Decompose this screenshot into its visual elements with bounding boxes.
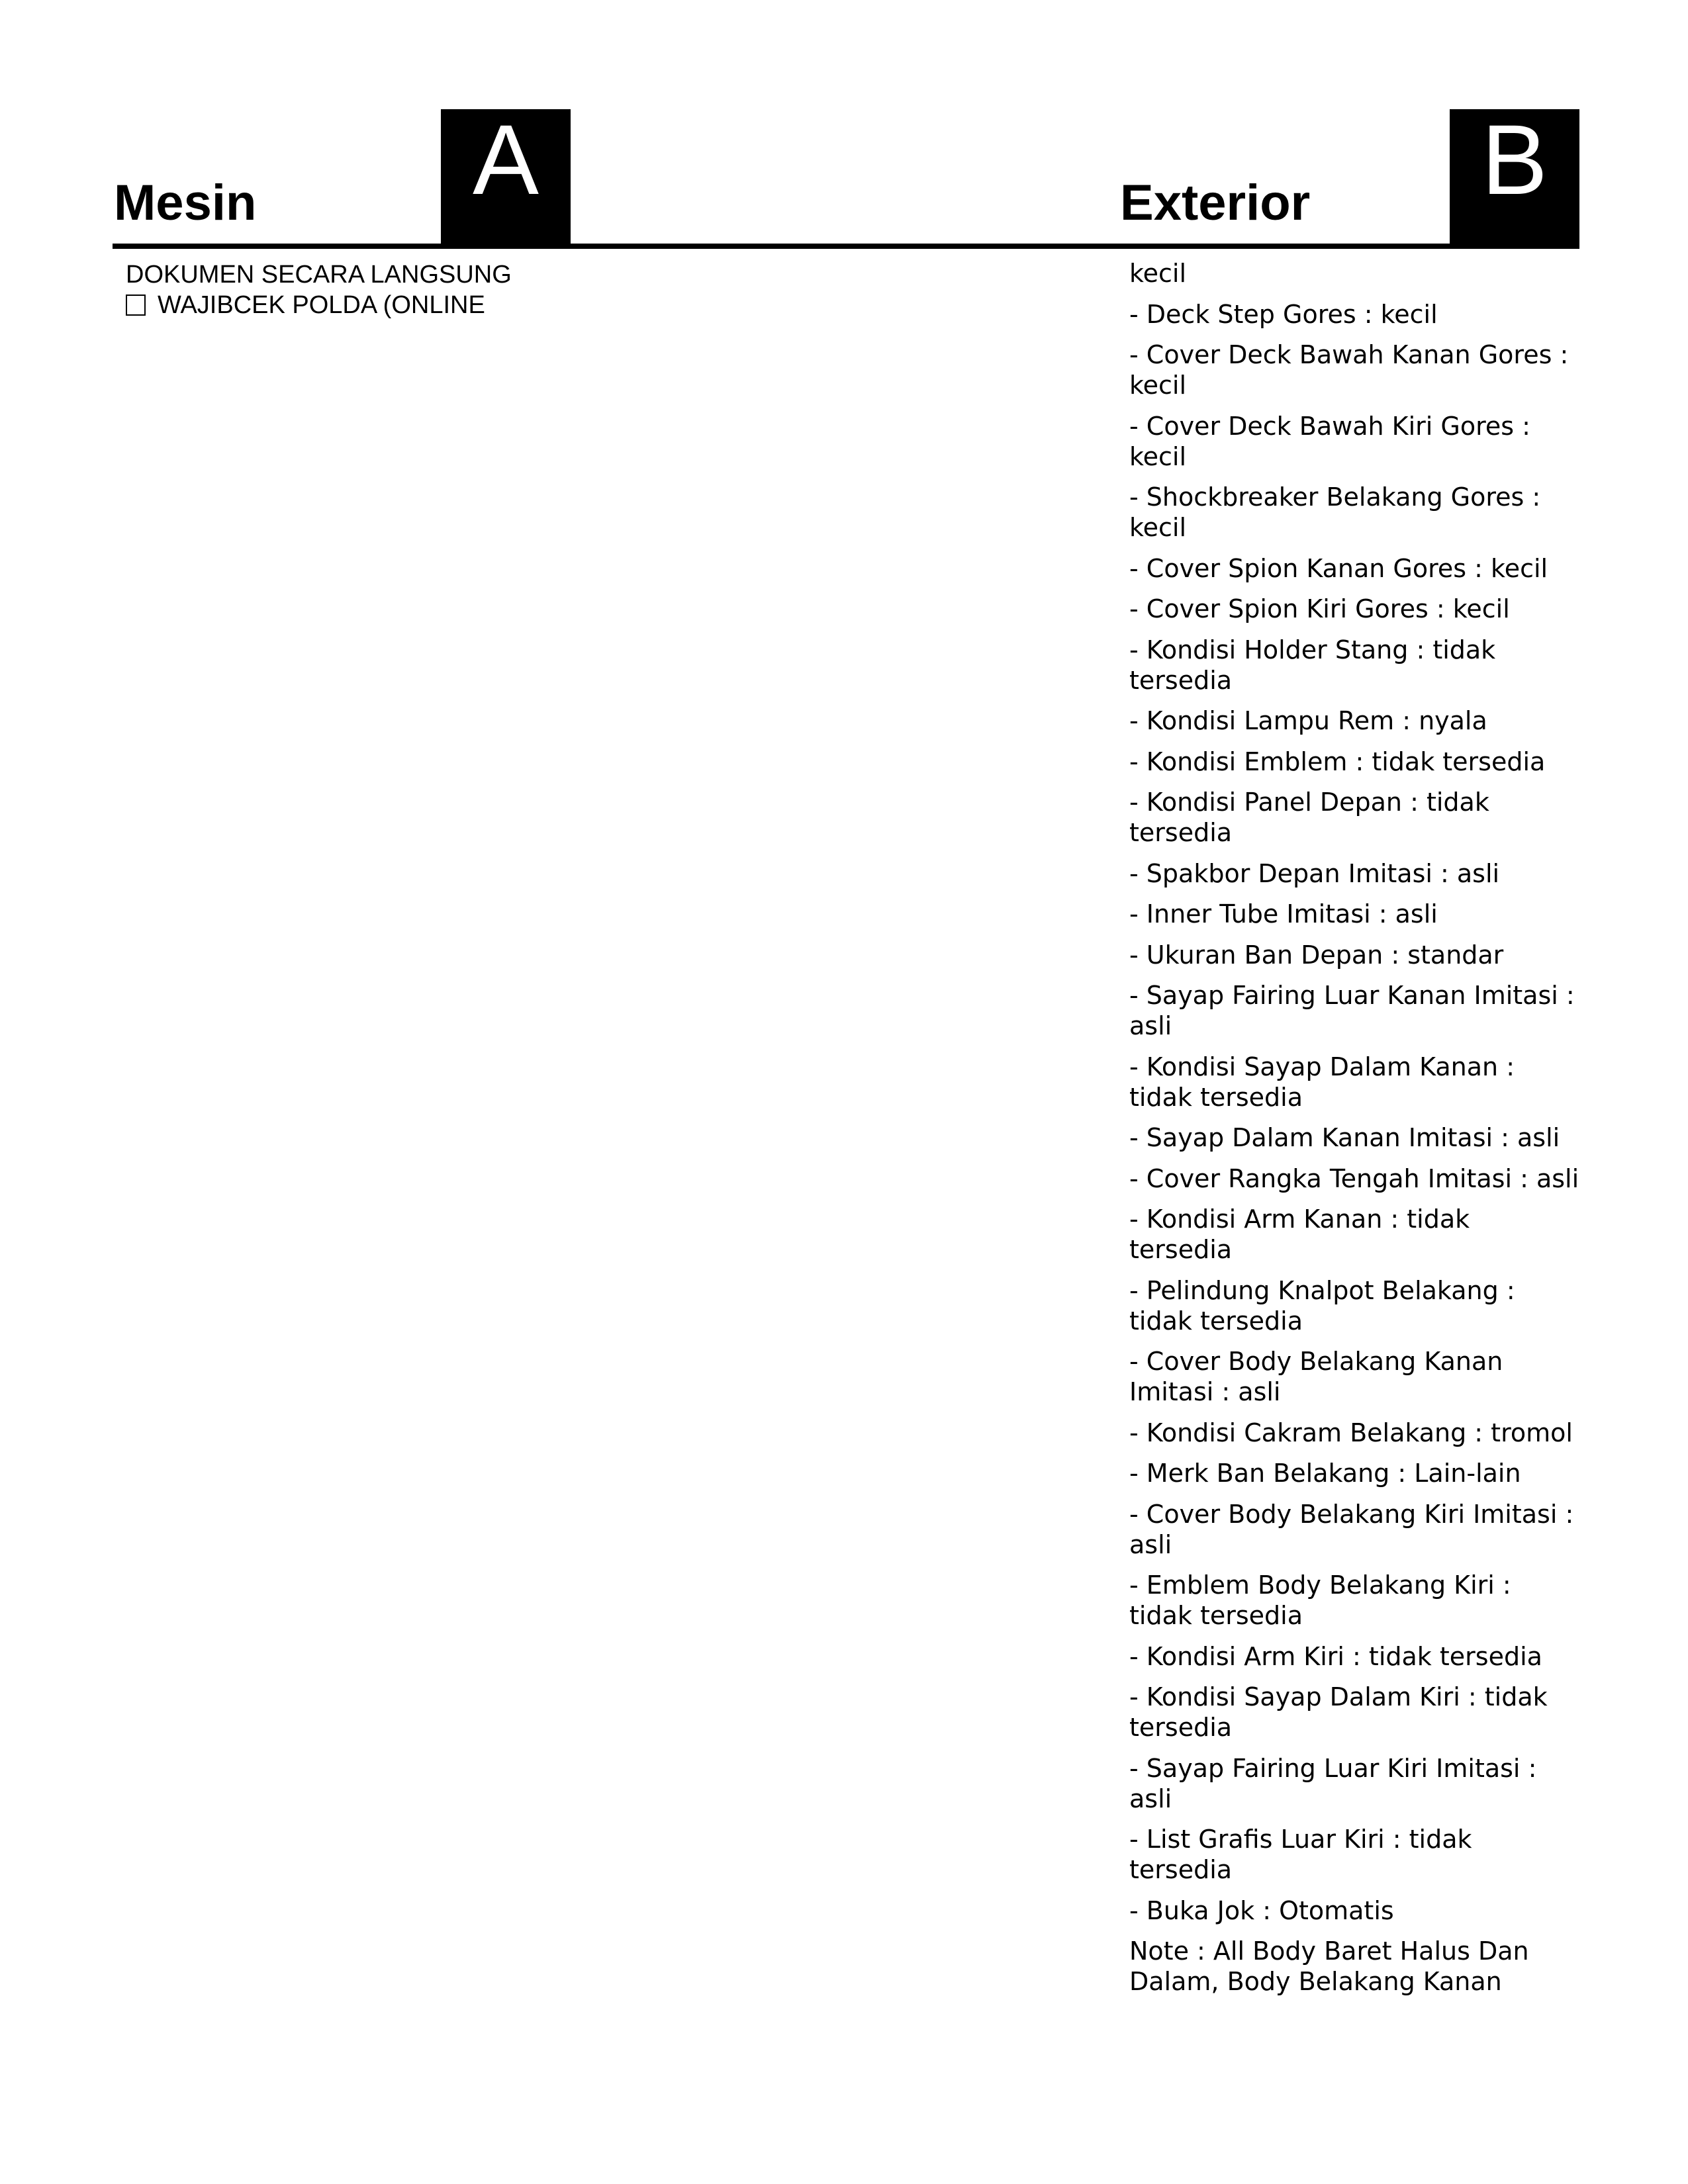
exterior-list-item: - Ukuran Ban Depan : standar xyxy=(1129,940,1504,970)
exterior-list-item: - Kondisi Sayap Dalam Kiri : tidak tersedia xyxy=(1129,1682,1548,1742)
exterior-list-item: - Emblem Body Belakang Kiri : tidak tersedia xyxy=(1129,1570,1511,1630)
exterior-list-item: - Sayap Fairing Luar Kanan Imitasi : asli xyxy=(1129,981,1575,1040)
exterior-list-item: - Cover Spion Kiri Gores : kecil xyxy=(1129,594,1510,623)
exterior-list-item: - Kondisi Cakram Belakang : tromol xyxy=(1129,1418,1573,1447)
section-a-letter-badge xyxy=(441,104,571,247)
exterior-list-item: - Shockbreaker Belakang Gores : kecil xyxy=(1129,482,1541,542)
exterior-list-item: - Pelindung Knalpot Belakang : tidak tersedia xyxy=(1129,1275,1515,1336)
exterior-list-item: - Cover Body Belakang Kanan Imitasi : asli xyxy=(1129,1347,1503,1406)
exterior-list-item: Note : All Body Baret Halus Dan Dalam, Body Belakang Kanan xyxy=(1129,1936,1529,1996)
section-b-title: Exterior xyxy=(1120,175,1311,231)
exterior-list-item: - Inner Tube Imitasi : asli xyxy=(1129,899,1438,929)
missing-glyph-icon xyxy=(126,295,146,316)
exterior-list-item: - Buka Jok : Otomatis xyxy=(1129,1895,1394,1925)
exterior-list-item: - Kondisi Panel Depan : tidak tersedia xyxy=(1129,788,1489,847)
exterior-list-item: - Cover Spion Kanan Gores : kecil xyxy=(1129,553,1548,583)
exterior-list-item: - Cover Deck Bawah Kiri Gores : kecil xyxy=(1129,411,1530,471)
exterior-list-item: kecil xyxy=(1129,259,1187,288)
exterior-list-item: - Kondisi Arm Kiri : tidak tersedia xyxy=(1129,1641,1542,1671)
exterior-list-item: - List Grafis Luar Kiri : tidak tersedia xyxy=(1129,1825,1472,1884)
exterior-list-item: - Cover Rangka Tengah Imitasi : asli xyxy=(1129,1163,1579,1193)
exterior-list-item: - Kondisi Emblem : tidak tersedia xyxy=(1129,747,1546,776)
exterior-list-item: - Cover Deck Bawah Kanan Gores : kecil xyxy=(1129,340,1569,400)
exterior-list-item: - Kondisi Sayap Dalam Kanan : tidak tersedia xyxy=(1129,1052,1515,1112)
section-a-line: DOKUMEN SECARA LANGSUNG xyxy=(126,261,512,289)
exterior-list-item: - Deck Step Gores : kecil xyxy=(1129,299,1438,329)
exterior-list-item: - Kondisi Arm Kanan : tidak tersedia xyxy=(1129,1205,1470,1264)
section-a-line xyxy=(126,290,854,320)
section-b-letter: B xyxy=(1481,104,1548,215)
exterior-list-item: - Kondisi Lampu Rem : nyala xyxy=(1129,706,1487,735)
header-divider xyxy=(113,244,1579,249)
section-a-title: Mesin xyxy=(114,175,257,231)
section-b-content xyxy=(1129,258,1579,2007)
exterior-list-item: - Cover Body Belakang Kiri Imitasi : asli xyxy=(1129,1499,1574,1559)
exterior-list-item: - Kondisi Holder Stang : tidak tersedia xyxy=(1129,635,1496,695)
exterior-list-item: - Sayap Dalam Kanan Imitasi : asli xyxy=(1129,1123,1560,1152)
exterior-list-item: - Spakbor Depan Imitasi : asli xyxy=(1129,858,1500,888)
section-a-line-text: WAJIBCEK POLDA (ONLINE xyxy=(158,291,485,319)
section-a-letter: A xyxy=(472,104,539,215)
exterior-list-item: - Sayap Fairing Luar Kiri Imitasi : asli xyxy=(1129,1753,1537,1813)
section-a-content xyxy=(126,259,854,320)
exterior-list-item: - Merk Ban Belakang : Lain-lain xyxy=(1129,1459,1521,1488)
section-b-letter-badge xyxy=(1450,104,1579,247)
